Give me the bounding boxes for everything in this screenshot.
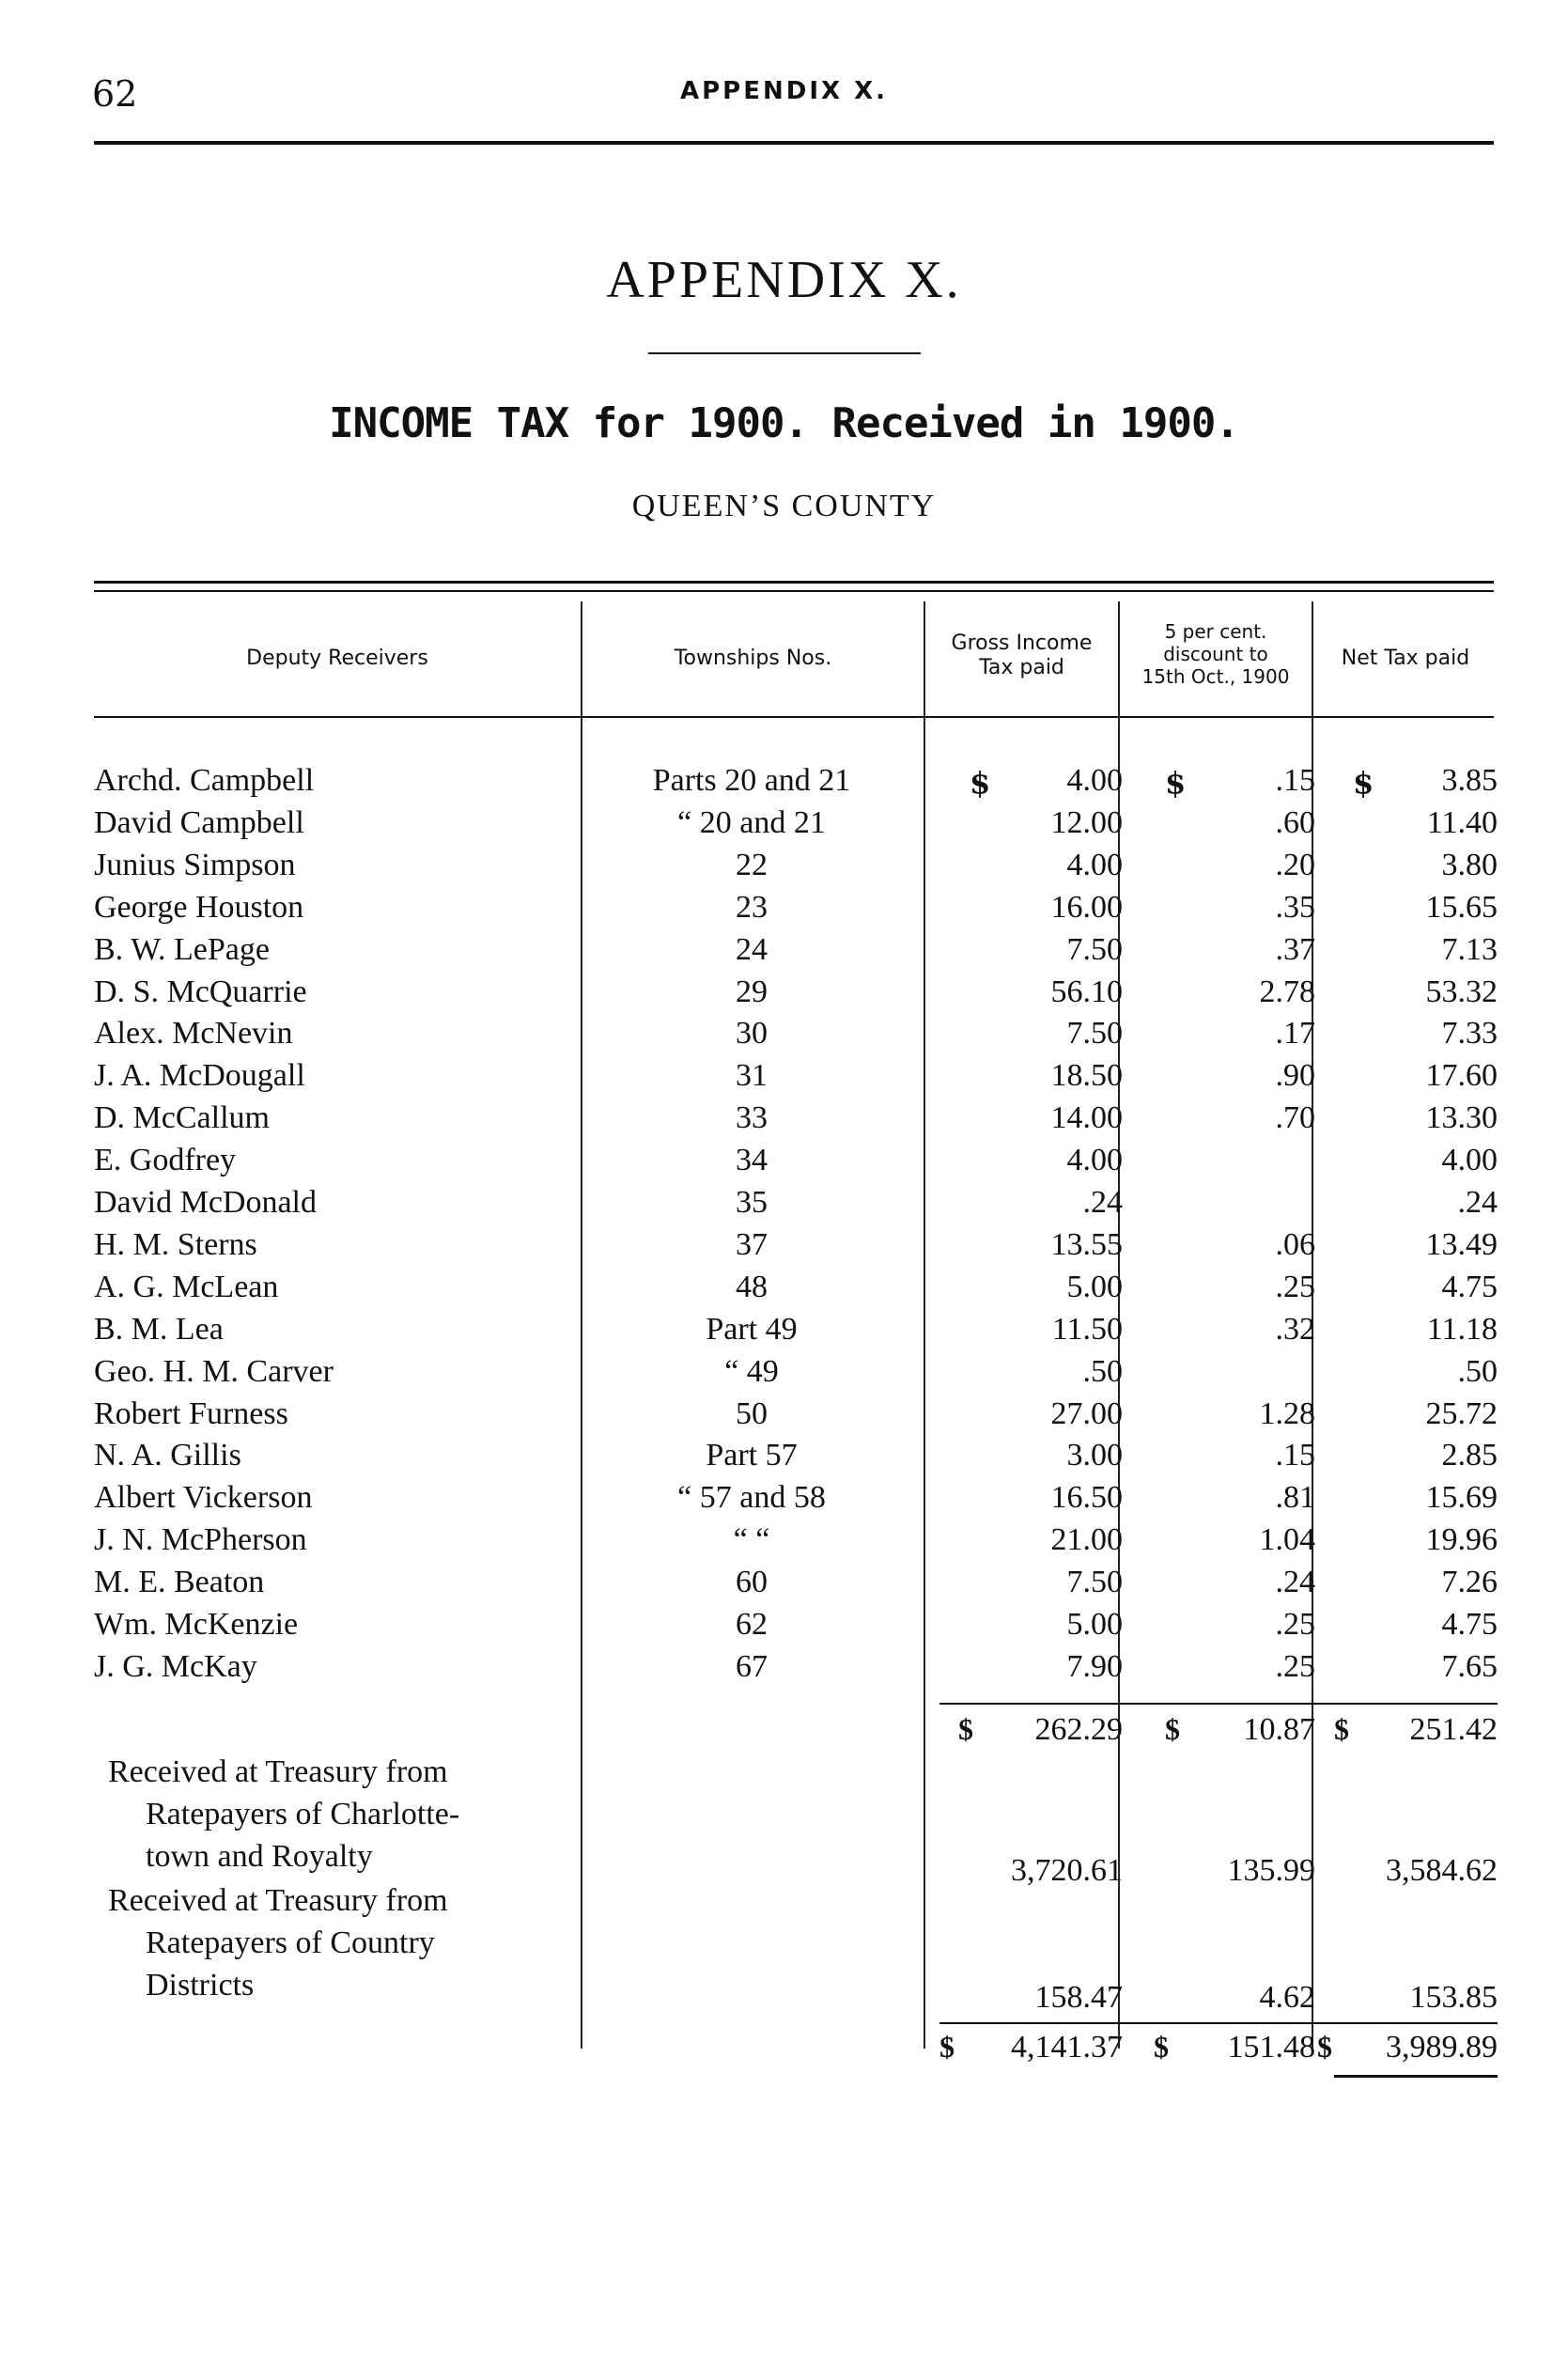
receiver-name: N. A. Gillis <box>94 1438 241 1473</box>
table-row <box>0 932 1568 974</box>
page-subtitle: INCOME TAX for 1900. Received in 1900. <box>329 399 1239 447</box>
table-row <box>0 1270 1568 1312</box>
total-row <box>0 2030 1568 2072</box>
table-row <box>0 1016 1568 1058</box>
receiver-name: D. S. McQuarrie <box>94 974 307 1009</box>
column-header-townships: Townships Nos. <box>674 647 832 670</box>
net-tax: 7.65 <box>1441 1648 1498 1684</box>
receiver-name: David McDonald <box>94 1185 318 1220</box>
treasury-line: Received at Treasury from <box>108 1754 448 1789</box>
township-number: 34 <box>736 1143 768 1178</box>
receiver-name: J. A. McDougall <box>94 1058 305 1094</box>
discount-amount: .25 <box>1275 1648 1315 1684</box>
discount-amount: .90 <box>1275 1058 1315 1094</box>
discount-amount: .20 <box>1275 847 1315 882</box>
table-row <box>0 1143 1568 1185</box>
township-number: “ 57 and 58 <box>677 1480 826 1516</box>
gross-tax: .24 <box>1082 1185 1123 1220</box>
table-row <box>0 1565 1568 1607</box>
receiver-name: B. M. Lea <box>94 1311 224 1347</box>
total-gross: 4,141.37 <box>1011 2030 1123 2065</box>
currency-mark: $ <box>1165 1712 1180 1746</box>
net-tax: 53.32 <box>1425 974 1498 1009</box>
township-number: Part 57 <box>706 1438 798 1473</box>
discount-amount: 2.78 <box>1259 974 1315 1009</box>
column-header-net: Net Tax paid <box>1341 647 1470 670</box>
receiver-name: J. N. McPherson <box>94 1522 307 1558</box>
township-number: “ “ <box>733 1522 770 1558</box>
net-tax: 15.65 <box>1425 889 1498 925</box>
total-rule <box>939 2022 1498 2024</box>
net-total-double-rule <box>1334 2075 1498 2078</box>
treasury-line: Ratepayers of Charlotte- <box>146 1797 460 1831</box>
net-tax: .50 <box>1457 1353 1498 1389</box>
table-row <box>0 848 1568 890</box>
net-tax: 3.80 <box>1441 847 1498 882</box>
receiver-name: Geo. H. M. Carver <box>94 1353 334 1389</box>
net-tax: 15.69 <box>1425 1480 1498 1516</box>
gross-tax: 16.50 <box>1050 1480 1123 1516</box>
page-title: APPENDIX X. <box>606 251 962 309</box>
table-row <box>0 1227 1568 1270</box>
gross-tax: 4.00 <box>1066 1143 1123 1178</box>
net-tax: 19.96 <box>1425 1522 1498 1558</box>
discount-amount: .25 <box>1275 1607 1315 1642</box>
discount-amount: .32 <box>1275 1311 1315 1347</box>
discount-amount: .81 <box>1275 1480 1315 1516</box>
gross-tax: 18.50 <box>1050 1058 1123 1094</box>
township-number: 67 <box>736 1648 768 1684</box>
township-number: 23 <box>736 889 768 925</box>
receiver-name: David Campbell <box>94 804 304 840</box>
table-row <box>0 1480 1568 1522</box>
table-row <box>0 1185 1568 1227</box>
table-row <box>0 1522 1568 1565</box>
receiver-name: Junius Simpson <box>94 847 296 882</box>
header-rule <box>94 141 1494 145</box>
column-header-discount <box>1120 620 1312 688</box>
net-tax: 11.18 <box>1426 1311 1498 1347</box>
running-title: APPENDIX X. <box>679 77 889 105</box>
page-number: 62 <box>92 73 138 115</box>
currency-mark: $ <box>939 2030 955 2064</box>
gross-tax: 4.00 <box>1066 763 1123 798</box>
table-row <box>0 1607 1568 1649</box>
discount-amount: .60 <box>1275 804 1315 840</box>
currency-mark: $ <box>970 765 991 801</box>
gross-tax: 5.00 <box>1066 1269 1123 1304</box>
subtotal-rule <box>939 1703 1498 1705</box>
gross-tax: 16.00 <box>1050 889 1123 925</box>
township-number: Parts 20 and 21 <box>652 763 851 798</box>
treasury-discount: 4.62 <box>1259 1980 1315 2015</box>
net-tax: 4.75 <box>1441 1269 1498 1304</box>
receiver-name: Robert Furness <box>94 1395 288 1431</box>
column-header-discount-line: 5 per cent. <box>1164 620 1267 643</box>
table-row <box>0 805 1568 848</box>
gross-tax: 14.00 <box>1050 1100 1123 1136</box>
township-number: 50 <box>736 1395 768 1431</box>
subtotal-gross: 262.29 <box>1034 1712 1123 1747</box>
township-number: 31 <box>736 1058 768 1094</box>
table-row <box>0 974 1568 1017</box>
receiver-name: J. G. McKay <box>94 1648 257 1684</box>
treasury-discount: 135.99 <box>1227 1853 1315 1888</box>
receiver-name: A. G. McLean <box>94 1269 279 1304</box>
gross-tax: 56.10 <box>1050 974 1123 1009</box>
county-heading: QUEEN’S COUNTY <box>631 489 937 523</box>
receiver-name: George Houston <box>94 889 304 925</box>
township-number: 30 <box>736 1016 768 1052</box>
treasury-line: Received at Treasury from <box>108 1883 448 1918</box>
column-header-gross-line: Gross Income <box>951 631 1093 655</box>
total-net: 3,989.89 <box>1386 2030 1498 2065</box>
receiver-name: B. W. LePage <box>94 931 270 967</box>
table-row <box>0 1438 1568 1480</box>
gross-tax: 27.00 <box>1050 1395 1123 1431</box>
receiver-name: Wm. McKenzie <box>94 1607 299 1642</box>
discount-amount: .35 <box>1275 889 1315 925</box>
column-header-gross-line: Tax paid <box>979 656 1064 679</box>
currency-mark: $ <box>1334 1712 1349 1746</box>
gross-tax: 7.50 <box>1066 1016 1123 1052</box>
township-number: 48 <box>736 1269 768 1304</box>
treasury-line: Districts <box>146 1968 255 2003</box>
net-tax: 13.30 <box>1425 1100 1498 1136</box>
gross-tax: .50 <box>1082 1353 1123 1389</box>
discount-amount: .24 <box>1275 1565 1315 1600</box>
currency-mark: $ <box>1154 2030 1169 2064</box>
net-tax: 4.00 <box>1441 1143 1498 1178</box>
treasury-line: town and Royalty <box>146 1839 373 1874</box>
table-row <box>0 1058 1568 1100</box>
township-number: 33 <box>736 1100 768 1136</box>
table-row <box>0 1396 1568 1439</box>
table-top-rule <box>94 581 1494 584</box>
discount-amount: 1.28 <box>1259 1395 1315 1431</box>
gross-tax: 7.90 <box>1066 1648 1123 1684</box>
net-tax: 17.60 <box>1425 1058 1498 1094</box>
receiver-name: E. Godfrey <box>94 1143 237 1178</box>
currency-mark: $ <box>1165 765 1187 801</box>
township-number: 37 <box>736 1226 768 1262</box>
township-number: Part 49 <box>706 1311 798 1347</box>
township-number: “ 20 and 21 <box>677 804 826 840</box>
total-discount: 151.48 <box>1227 2030 1315 2065</box>
township-number: 35 <box>736 1185 768 1220</box>
receiver-name: H. M. Sterns <box>94 1226 257 1262</box>
gross-tax: 12.00 <box>1050 804 1123 840</box>
net-tax: 7.26 <box>1441 1565 1498 1600</box>
treasury-gross: 158.47 <box>1034 1980 1123 2015</box>
discount-amount: .70 <box>1275 1100 1315 1136</box>
receiver-name: Archd. Campbell <box>94 763 315 798</box>
table-top-rule-2 <box>94 590 1494 592</box>
net-tax: 2.85 <box>1441 1438 1498 1473</box>
gross-tax: 5.00 <box>1066 1607 1123 1642</box>
title-rule <box>648 352 921 354</box>
discount-amount: .37 <box>1275 931 1315 967</box>
receiver-name: Albert Vickerson <box>94 1480 313 1516</box>
discount-amount: .17 <box>1275 1016 1315 1052</box>
column-header-gross <box>925 631 1118 680</box>
gross-tax: 21.00 <box>1050 1522 1123 1558</box>
subtotal-discount: 10.87 <box>1243 1712 1315 1747</box>
gross-tax: 3.00 <box>1066 1438 1123 1473</box>
treasury-gross: 3,720.61 <box>1011 1853 1123 1888</box>
currency-mark: $ <box>958 1712 973 1746</box>
discount-amount: 1.04 <box>1259 1522 1315 1558</box>
column-header-receivers: Deputy Receivers <box>246 647 428 670</box>
gross-tax: 13.55 <box>1050 1226 1123 1262</box>
township-number: 22 <box>736 847 768 882</box>
treasury-line: Ratepayers of Country <box>146 1925 435 1960</box>
subtotal-row <box>0 1712 1568 1754</box>
discount-amount: .15 <box>1275 763 1315 798</box>
column-header-discount-line: 15th Oct., 1900 <box>1141 665 1290 688</box>
discount-amount: .06 <box>1275 1226 1315 1262</box>
treasury-net: 153.85 <box>1409 1980 1498 2015</box>
treasury-net: 3,584.62 <box>1386 1853 1498 1888</box>
gross-tax: 11.50 <box>1051 1311 1123 1347</box>
net-tax: 11.40 <box>1426 804 1498 840</box>
discount-amount: .15 <box>1275 1438 1315 1473</box>
subtotal-net: 251.42 <box>1409 1712 1498 1747</box>
net-tax: 3.85 <box>1441 763 1498 798</box>
column-header-discount-line: discount to <box>1163 643 1268 665</box>
table-row <box>0 1312 1568 1354</box>
township-number: 29 <box>736 974 768 1009</box>
net-tax: 7.33 <box>1441 1016 1498 1052</box>
table-row <box>0 1354 1568 1396</box>
net-tax: 13.49 <box>1425 1226 1498 1262</box>
receiver-name: Alex. McNevin <box>94 1016 293 1052</box>
township-number: 24 <box>736 931 768 967</box>
discount-amount: .25 <box>1275 1269 1315 1304</box>
gross-tax: 4.00 <box>1066 847 1123 882</box>
table-row <box>0 763 1568 805</box>
currency-mark: $ <box>1317 2030 1332 2064</box>
net-tax: 25.72 <box>1425 1395 1498 1431</box>
gross-tax: 7.50 <box>1066 931 1123 967</box>
net-tax: .24 <box>1457 1185 1498 1220</box>
township-number: 62 <box>736 1607 768 1642</box>
currency-mark: $ <box>1353 765 1374 801</box>
net-tax: 4.75 <box>1441 1607 1498 1642</box>
treasury-row-country <box>0 1980 1568 2022</box>
township-number: 60 <box>736 1565 768 1600</box>
net-tax: 7.13 <box>1441 931 1498 967</box>
table-header-rule <box>94 716 1494 718</box>
table-row <box>0 890 1568 932</box>
township-number: “ 49 <box>724 1353 779 1389</box>
receiver-name: D. McCallum <box>94 1100 270 1136</box>
gross-tax: 7.50 <box>1066 1565 1123 1600</box>
table-row <box>0 1100 1568 1143</box>
table-row <box>0 1649 1568 1691</box>
receiver-name: M. E. Beaton <box>94 1565 265 1600</box>
